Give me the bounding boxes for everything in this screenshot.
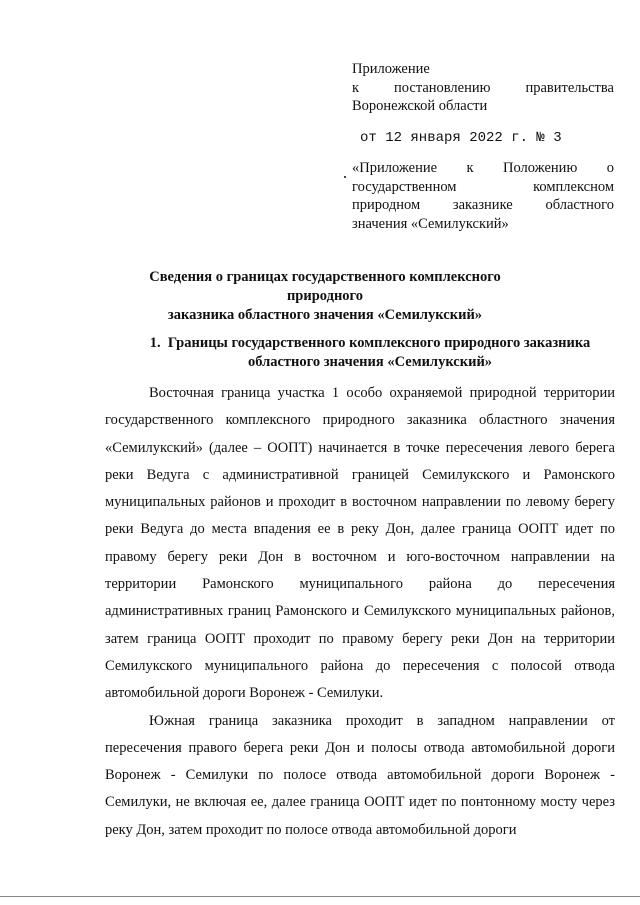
section-heading-line-1 xyxy=(130,334,610,353)
resolution-date: от 12 января 2022 г. № 3 xyxy=(360,129,562,146)
section-heading-line-2: областного значения «Семилукский» xyxy=(247,354,493,370)
resolution-word-1: к xyxy=(352,79,360,96)
region-name: Воронежской области xyxy=(352,98,488,114)
section-number: 1. xyxy=(149,335,161,351)
quote-line-4: значения «Семилукский» xyxy=(352,215,509,232)
quote-line-1 xyxy=(352,159,614,178)
paragraph-south-border: Южная граница заказника проходит в западном направлении от пересечения правого берега реки Дон и полосы отвода автомобильной дороги Воронеж - Семилуки по полосе отвода автомобильной дороги Воронеж - Семилуки, не включая ее, далее граница ООПТ идет по понтонному мосту через реку Дон, затем проходит по полосе отвода автомобильной дороги xyxy=(105,712,615,838)
resolution-word-2: постановлению xyxy=(394,79,491,96)
page-bottom-edge xyxy=(0,896,640,897)
quote-word: комплексном xyxy=(533,178,614,195)
regulation-quote xyxy=(352,159,614,233)
paragraph-east-border: Восточная граница участка 1 особо охраняемой природной территории государственного комплексного природного заказника областного значения «Семилукский» (далее – ООПТ) начинается в точке пересечения левого берега реки Ведуга с административной границей Семилукского и Рамонского муниципальных районов и проходит в восточном направлении по левому берегу реки Ведуга до места впадения ее в реку Дон, далее граница ООПТ идет по правому берегу реки Дон в восточном и юго-восточном направлении на территории Рамонского муниципального района до пересечения административных границ Рамонского и Семилукского муниципальных районов, затем граница ООПТ проходит по правому берегу реки Дон на территории Семилукского муниципального района до пересечения с полосой отвода автомобильной дороги Воронеж - Семилуки. xyxy=(105,385,615,702)
quote-line-2 xyxy=(352,178,614,197)
quote-word: заказнике xyxy=(452,197,513,213)
quote-word: «Приложение xyxy=(352,160,438,176)
resolution-reference xyxy=(352,79,614,98)
quote-word: областного xyxy=(545,197,614,213)
quote-word: природном xyxy=(352,197,421,213)
quote-word: Положению xyxy=(503,160,578,176)
quote-line-3 xyxy=(352,196,614,215)
quote-word: к xyxy=(466,160,474,176)
quote-word: о xyxy=(606,160,614,176)
section-heading xyxy=(130,334,610,372)
appendix-label: Приложение xyxy=(352,61,430,77)
document-title-line-1: Сведения о границах государственного комплексного природного xyxy=(149,269,501,304)
quote-word: государственном xyxy=(352,178,457,195)
scan-speck xyxy=(344,176,346,178)
document-title xyxy=(120,268,530,325)
document-title-line-2: заказника областного значения «Семилукский» xyxy=(167,307,483,323)
resolution-word-3: правительства xyxy=(525,79,614,96)
appendix-header xyxy=(352,60,614,233)
document-body xyxy=(105,380,615,844)
section-heading-text-1: Границы государственного комплексного природного заказника xyxy=(167,335,591,351)
